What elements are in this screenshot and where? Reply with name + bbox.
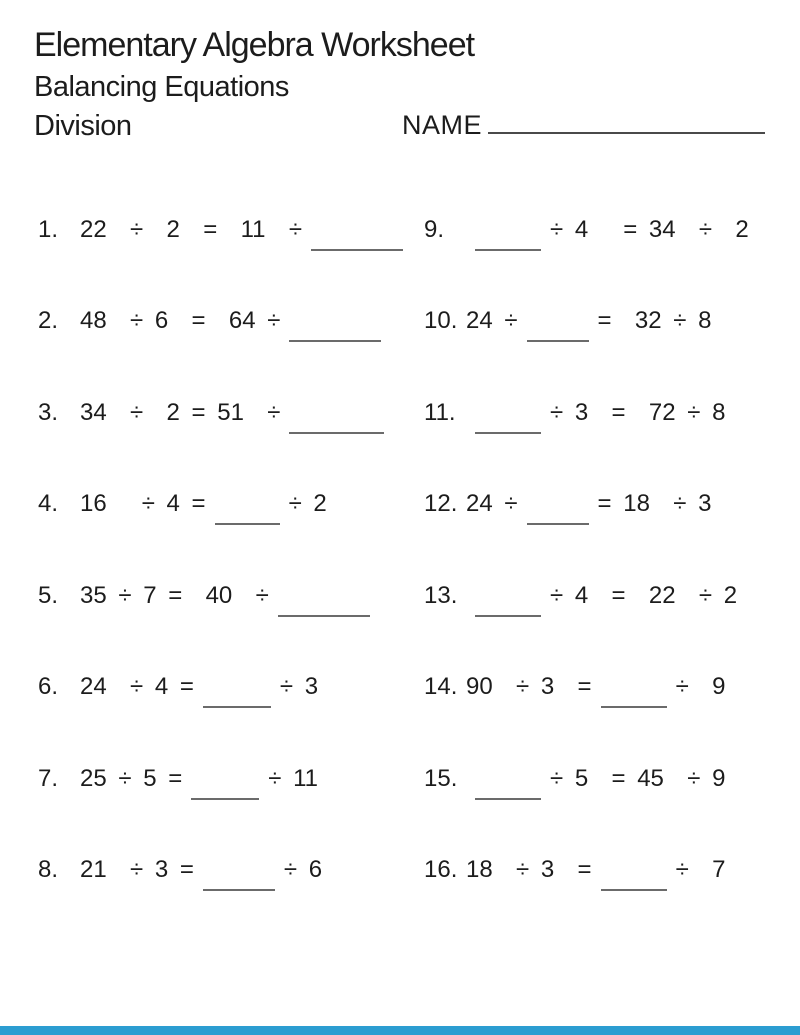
problem-row bbox=[424, 217, 749, 243]
problem-number: 15. bbox=[424, 765, 458, 792]
equation-text: 21 ÷ 3 = bbox=[80, 856, 194, 883]
worksheet-topic: Division bbox=[34, 110, 132, 142]
problem-number: 13. bbox=[424, 582, 458, 609]
equation-text: 34 ÷ 2 = 51 ÷ bbox=[80, 399, 281, 426]
answer-blank bbox=[311, 247, 403, 251]
equation-text: 48 ÷ 6 = 64 ÷ bbox=[80, 307, 281, 334]
name-row bbox=[402, 110, 765, 141]
problem-number: 2. bbox=[38, 307, 59, 334]
problem-row bbox=[38, 674, 318, 700]
equation-text: 24 ÷ bbox=[466, 490, 518, 517]
problem-number: 12. bbox=[424, 490, 458, 517]
answer-blank bbox=[215, 521, 280, 525]
problem-row bbox=[424, 308, 711, 334]
problem-row bbox=[38, 491, 327, 517]
problem-row bbox=[38, 583, 379, 609]
answer-blank bbox=[289, 338, 381, 342]
bottom-accent-bar bbox=[0, 1026, 800, 1035]
answer-blank bbox=[601, 887, 667, 891]
problem-number: 9. bbox=[424, 216, 445, 243]
equation-text: ÷ 3 bbox=[279, 673, 319, 700]
answer-blank bbox=[475, 430, 541, 434]
equation-text: 35 ÷ 7 = 40 ÷ bbox=[80, 582, 269, 609]
equation-text: 25 ÷ 5 = bbox=[80, 765, 183, 792]
equation-text: ÷ 4 = 34 ÷ 2 bbox=[550, 216, 749, 243]
answer-blank bbox=[601, 704, 667, 708]
equation-text: ÷ 7 bbox=[675, 856, 726, 883]
problem-row bbox=[424, 491, 711, 517]
answer-blank bbox=[191, 796, 259, 800]
answer-blank bbox=[527, 521, 589, 525]
answer-blank bbox=[289, 430, 384, 434]
equation-text: = 18 ÷ 3 bbox=[597, 490, 712, 517]
answer-blank bbox=[475, 247, 541, 251]
problem-number: 4. bbox=[38, 490, 59, 517]
name-blank-line bbox=[488, 130, 765, 134]
equation-text: ÷ 3 = 72 ÷ 8 bbox=[550, 399, 726, 426]
equation-text: 22 ÷ 2 = 11 ÷ bbox=[80, 216, 302, 243]
answer-blank bbox=[278, 613, 370, 617]
problem-row bbox=[38, 766, 318, 792]
answer-blank bbox=[527, 338, 589, 342]
equation-text: ÷ 9 bbox=[675, 673, 726, 700]
equation-text: ÷ 4 = 22 ÷ 2 bbox=[550, 582, 738, 609]
answer-blank bbox=[203, 704, 271, 708]
problem-number: 16. bbox=[424, 856, 458, 883]
equation-text: 18 ÷ 3 = bbox=[466, 856, 592, 883]
problem-row bbox=[424, 400, 725, 426]
problem-row bbox=[38, 400, 393, 426]
worksheet-title: Elementary Algebra Worksheet bbox=[34, 26, 475, 64]
answer-blank bbox=[475, 796, 541, 800]
problem-number: 10. bbox=[424, 307, 458, 334]
problem-row bbox=[424, 857, 725, 883]
answer-blank bbox=[475, 613, 541, 617]
problem-number: 6. bbox=[38, 673, 59, 700]
worksheet-subtitle: Balancing Equations bbox=[34, 71, 289, 103]
equation-text: ÷ 11 bbox=[268, 765, 318, 792]
equation-text: 16 ÷ 4 = bbox=[80, 490, 206, 517]
problem-row bbox=[38, 308, 390, 334]
problem-number: 8. bbox=[38, 856, 59, 883]
equation-text: ÷ 2 bbox=[288, 490, 327, 517]
equation-text: 24 ÷ 4 = bbox=[80, 673, 194, 700]
problem-row bbox=[424, 766, 725, 792]
problem-number: 5. bbox=[38, 582, 59, 609]
problem-row bbox=[38, 217, 412, 243]
problem-number: 1. bbox=[38, 216, 59, 243]
problem-number: 14. bbox=[424, 673, 458, 700]
problem-row bbox=[424, 674, 725, 700]
answer-blank bbox=[203, 887, 275, 891]
equation-text: 90 ÷ 3 = bbox=[466, 673, 592, 700]
problem-row bbox=[38, 857, 322, 883]
equation-text: 24 ÷ bbox=[466, 307, 518, 334]
problem-number: 7. bbox=[38, 765, 59, 792]
equation-text: ÷ 6 bbox=[283, 856, 323, 883]
name-label: NAME bbox=[402, 110, 483, 140]
problem-number: 3. bbox=[38, 399, 59, 426]
problem-number: 11. bbox=[424, 399, 456, 426]
equation-text: ÷ 5 = 45 ÷ 9 bbox=[550, 765, 726, 792]
equation-text: = 32 ÷ 8 bbox=[597, 307, 712, 334]
problem-row bbox=[424, 583, 737, 609]
